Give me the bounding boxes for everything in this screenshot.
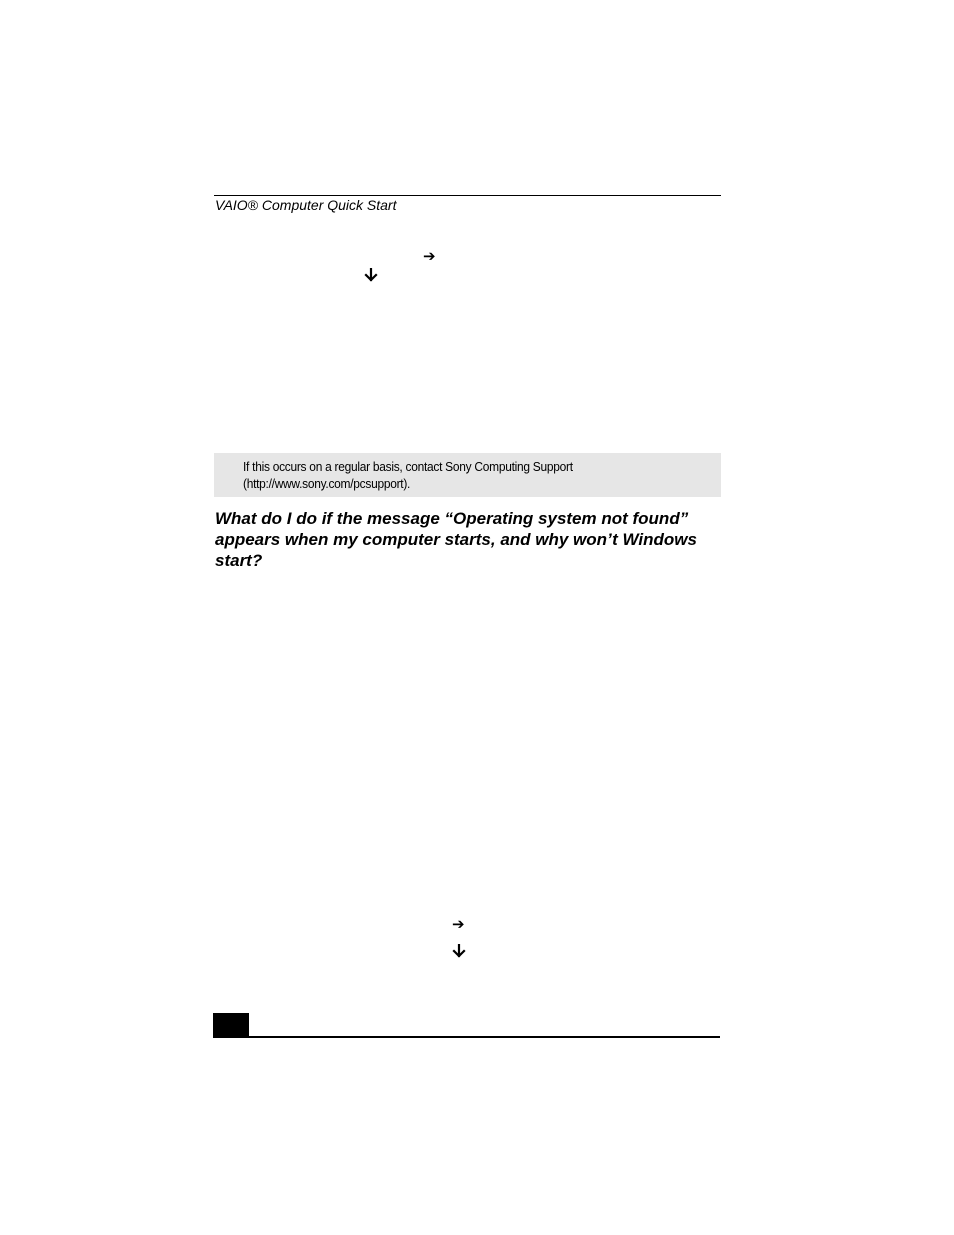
arrow-down-icon [452,944,466,962]
question-line: What do I do if the message “Operating system not found” [215,509,689,528]
footer-rule [213,1036,720,1038]
note-line: If this occurs on a regular basis, contact Sony Computing Support [243,459,573,474]
note-text [243,458,675,492]
arrow-down-icon [364,268,378,286]
header-rule [214,195,721,196]
page-number-tab [213,1013,249,1037]
note-line: (http://www.sony.com/pcsupport). [243,476,411,491]
note-box [214,453,721,497]
question-heading [215,508,725,571]
question-line: appears when my computer starts, and why won’t Windows [215,530,697,549]
running-header: VAIO® Computer Quick Start [215,197,397,213]
arrow-right-icon: ➔ [452,915,465,933]
arrow-down-glyph [364,268,378,283]
arrow-down-glyph [452,944,466,959]
question-line: start? [215,551,263,570]
arrow-right-icon: ➔ [423,247,436,265]
